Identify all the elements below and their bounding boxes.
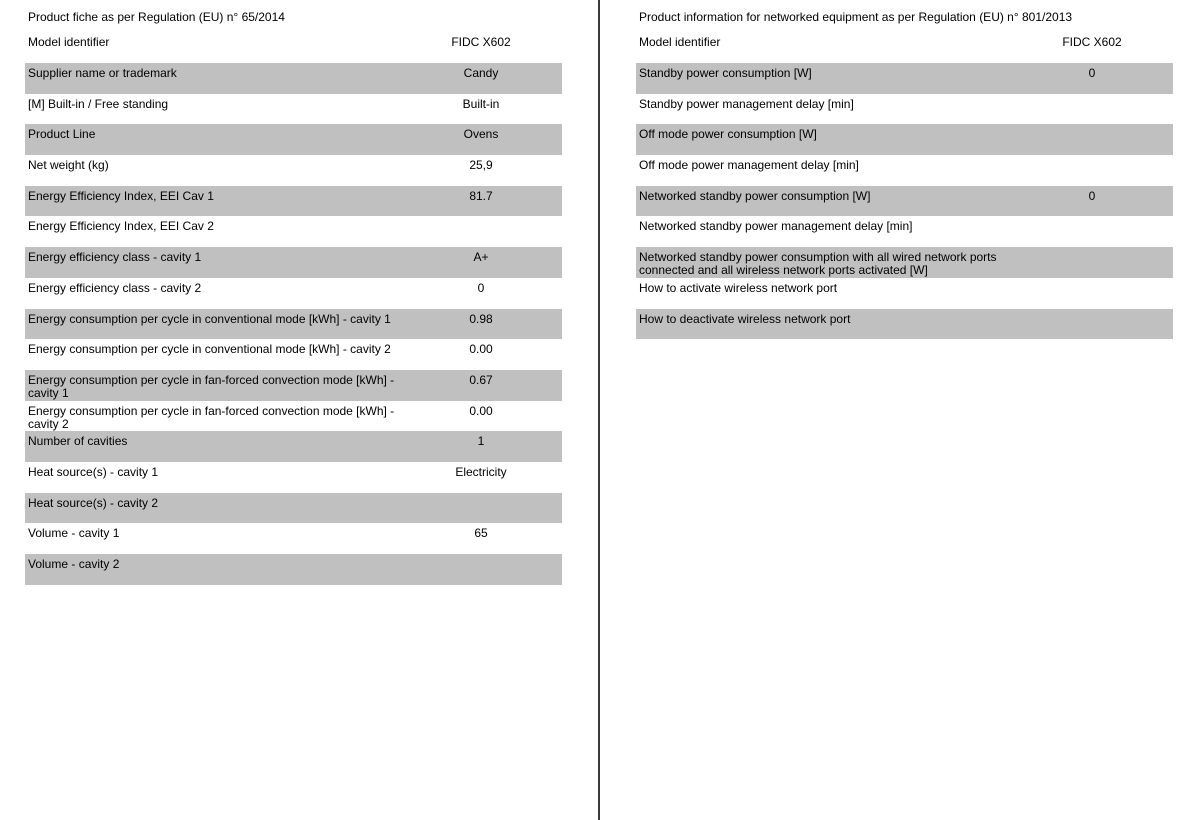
row-label: Heat source(s) - cavity 2 [28, 495, 159, 510]
row-label: How to activate wireless network port [639, 280, 838, 295]
row-value: 0 [1088, 66, 1096, 80]
row-label: Off mode power management delay [min] [639, 158, 859, 173]
row-value: 0.00 [469, 342, 493, 357]
row-label: Energy consumption per cycle in conventional mode [kWh] - cavity 2 [28, 342, 391, 357]
table-row [25, 186, 562, 217]
networked-equipment-table [636, 63, 1173, 339]
table-row [25, 247, 562, 278]
row-label: Energy Efficiency Index, EEI Cav 2 [28, 219, 214, 234]
row-value: A+ [473, 250, 489, 265]
table-row [636, 155, 1173, 186]
row-label: Number of cavities [28, 434, 128, 449]
table-row [25, 462, 562, 493]
row-label: Standby power consumption [W] [639, 66, 812, 80]
table-row [636, 216, 1173, 247]
table-row [25, 309, 562, 340]
table-row [25, 431, 562, 462]
model-identifier-value: FIDC X602 [451, 35, 511, 49]
table-row [636, 278, 1173, 309]
row-value: 0.00 [469, 403, 493, 418]
row-value: 81.7 [469, 188, 493, 203]
row-label: Networked standby power consumption [W] [639, 188, 871, 203]
table-row [25, 401, 562, 432]
row-label: Heat source(s) - cavity 1 [28, 464, 159, 479]
row-label: Energy consumption per cycle in conventional mode [kWh] - cavity 1 [28, 311, 391, 326]
row-label: Networked standby power management delay [min] [639, 219, 913, 234]
row-value: 0.67 [469, 372, 493, 387]
row-value: Built-in [462, 96, 500, 111]
table-row [25, 94, 562, 125]
row-label: Off mode power consumption [W] [639, 127, 817, 142]
model-identifier-row [25, 30, 562, 55]
row-label: Energy efficiency class - cavity 2 [28, 280, 202, 295]
row-label: Supplier name or trademark [28, 66, 177, 80]
row-value: 0.98 [469, 311, 493, 326]
row-label: Product Line [28, 127, 96, 142]
row-label: Energy efficiency class - cavity 1 [28, 250, 202, 265]
model-identifier-row [636, 30, 1173, 55]
networked-equipment-title: Product information for networked equipment as per Regulation (EU) n° 801/2013 [639, 10, 1073, 24]
product-fiche-title: Product fiche as per Regulation (EU) n° 65/2014 [28, 10, 285, 24]
table-row [25, 216, 562, 247]
table-row [636, 247, 1173, 278]
row-label: Energy Efficiency Index, EEI Cav 1 [28, 188, 214, 203]
row-value: Ovens [463, 127, 499, 142]
table-row [25, 63, 562, 94]
row-value: 0 [1088, 188, 1096, 203]
row-label: Net weight (kg) [28, 158, 109, 173]
table-row [25, 370, 562, 401]
row-label: [M] Built-in / Free standing [28, 96, 169, 111]
row-label: Networked standby power consumption with all wired network ports connected and all wireless network ports activated [W] [639, 250, 997, 278]
row-label: Volume - cavity 2 [28, 557, 120, 571]
table-row [25, 155, 562, 186]
table-row [636, 63, 1173, 94]
table-row [25, 554, 562, 585]
row-label: How to deactivate wireless network port [639, 311, 851, 326]
row-value: 65 [474, 526, 488, 541]
table-row [25, 278, 562, 309]
model-identifier-value: FIDC X602 [1062, 35, 1122, 49]
model-identifier-label: Model identifier [28, 35, 110, 49]
table-row [636, 124, 1173, 155]
model-identifier-label: Model identifier [639, 35, 721, 49]
page-divider [598, 0, 600, 820]
table-row [25, 523, 562, 554]
table-row [636, 94, 1173, 125]
table-row [25, 124, 562, 155]
table-row [636, 309, 1173, 340]
row-value: 25,9 [469, 158, 493, 173]
row-label: Standby power management delay [min] [639, 96, 854, 111]
row-label: Volume - cavity 1 [28, 526, 120, 541]
row-label: Energy consumption per cycle in fan-forced convection mode [kWh] - cavity 2 [28, 403, 395, 431]
row-value: Electricity [455, 464, 507, 479]
table-row [25, 339, 562, 370]
table-row [25, 493, 562, 524]
row-value: 0 [477, 280, 485, 295]
row-value: 1 [477, 434, 485, 449]
row-value: Candy [463, 66, 499, 80]
product-fiche-table [25, 63, 562, 585]
row-label: Energy consumption per cycle in fan-forced convection mode [kWh] - cavity 1 [28, 372, 395, 400]
table-row [636, 186, 1173, 217]
